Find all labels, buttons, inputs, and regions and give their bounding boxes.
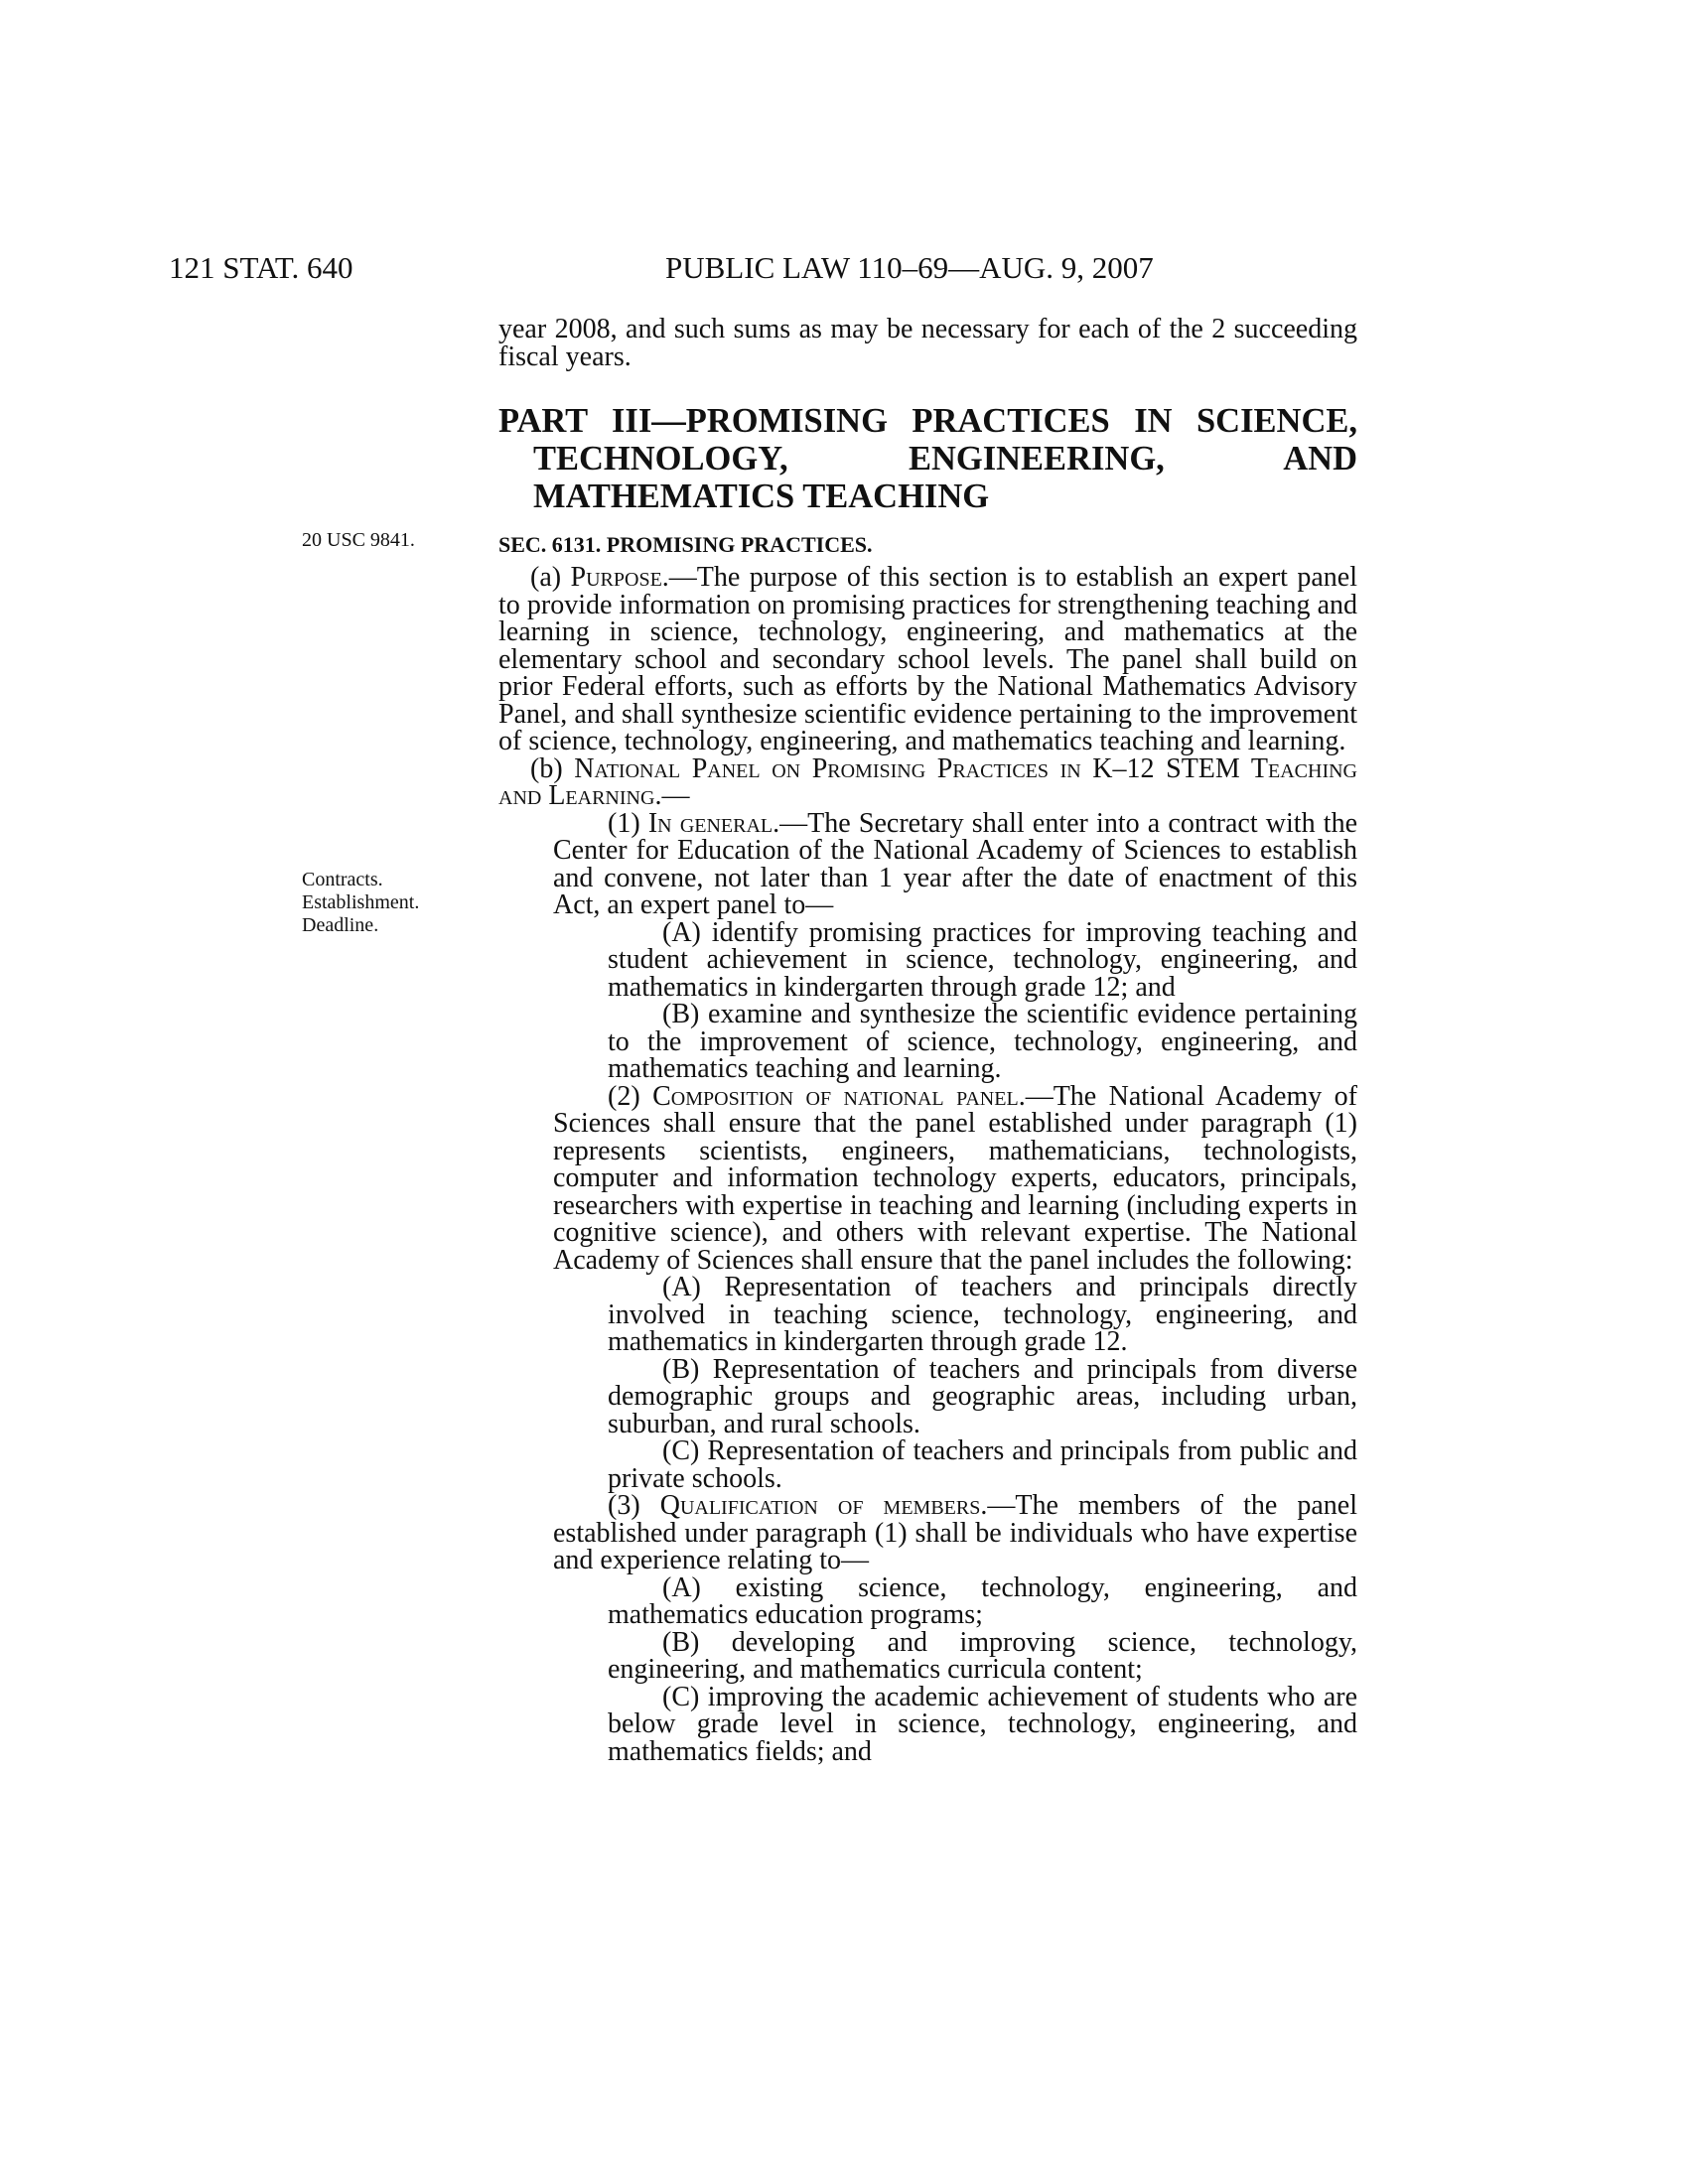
subsection-b-heading: National Panel on Promising Practices in K–12 STEM Teaching and Learning — [498, 752, 1357, 811]
paragraph-b1-label: (1) — [608, 807, 648, 839]
clause-b3-a: (A) existing science, technology, engineering, and mathematics education programs; — [608, 1571, 1357, 1630]
clause-b3-b: (B) developing and improving science, technology, engineering, and mathematics curricula content; — [608, 1626, 1357, 1685]
paragraph-b3-heading: Qualification of members — [659, 1490, 981, 1521]
subsection-a-text: .—The purpose of this section is to establish an expert panel to provide information on promising practices for strengthening teaching and learning in science, technology, engineering, and mathematics at the elementary school and secondary school levels. The panel shall build on prior Federal efforts, such as efforts by the National Mathematics Advisory Panel, and shall synthesize scientific evidence pertaining to the improvement of science, technology, engineering, and mathematics teaching and learning. — [498, 562, 1358, 756]
public-law-citation: PUBLIC LAW 110–69—AUG. 9, 2007 — [665, 250, 1154, 285]
continuation-paragraph: year 2008, and such sums as may be necessary for each of the 2 succeeding fiscal years. — [498, 314, 1357, 372]
paragraph-b3 — [498, 1492, 1357, 1574]
margin-note-usc: 20 USC 9841. — [302, 529, 415, 551]
paragraph-b2-heading: Composition of national panel — [652, 1080, 1019, 1112]
margin-note-contracts: Contracts. — [302, 869, 383, 890]
subsection-a — [498, 564, 1357, 755]
clause-b1-b: (B) examine and synthesize the scientific evidence pertaining to the improvement of science, technology, engineering, and mathematics teaching and learning. — [608, 999, 1357, 1084]
margin-note-deadline: Deadline. — [302, 914, 379, 936]
paragraph-b3-text: .—The members of the panel established under paragraph (1) shall be individuals who have expertise and experience relating to— — [553, 1490, 1357, 1575]
paragraph-b1 — [498, 807, 1357, 920]
margin-note-establishment: Establishment. — [302, 891, 420, 913]
statute-page-number: 121 STAT. 640 — [169, 250, 353, 285]
subsection-b-text: .— — [654, 780, 690, 811]
paragraph-b1-heading: In general — [647, 807, 774, 839]
subsection-b-label: (b) — [530, 752, 575, 784]
subsection-b — [498, 752, 1357, 811]
subsection-a-label: (a) — [530, 562, 571, 593]
clause-b2-c: (C) Representation of teachers and principals from public and private schools. — [608, 1435, 1357, 1494]
section-heading: SEC. 6131. PROMISING PRACTICES. — [498, 532, 873, 557]
paragraph-b2 — [498, 1080, 1357, 1276]
document-body — [498, 316, 1357, 1765]
clause-b2-b: (B) Representation of teachers and principals from diverse demographic groups and geographic areas, including urban, suburban, and rural schools. — [608, 1353, 1357, 1439]
paragraph-b3-label: (3) — [608, 1490, 660, 1521]
part-title: PART III—PROMISING PRACTICES IN SCIENCE, TECHNOLOGY, ENGINEERING, AND MATHEMATICS TEACHING — [498, 402, 1357, 515]
subsection-a-heading: Purpose — [570, 562, 662, 593]
paragraph-b1-text: .—The Secretary shall enter into a contract with the Center for Education of the National Academy of Sciences to establish and convene, not later than 1 year after the date of enactment of this Act, an expert panel to— — [553, 807, 1357, 920]
clause-b2-a: (A) Representation of teachers and principals directly involved in teaching science, technology, engineering, and mathematics in kindergarten through grade 12. — [608, 1272, 1357, 1357]
running-header — [169, 250, 1172, 290]
paragraph-b2-text: .—The National Academy of Sciences shall ensure that the panel established under paragraph (1) represents scientists, engineers, mathematicians, technologists, computer and information technology experts, educators, principals, researchers with expertise in teaching and learning (including experts in cognitive science), and others with relevant expertise. The National Academy of Sciences shall ensure that the panel includes the following: — [553, 1080, 1357, 1276]
clause-b3-c: (C) improving the academic achievement of students who are below grade level in science, technology, engineering, and mathematics fields; and — [608, 1681, 1357, 1767]
clause-b1-a: (A) identify promising practices for improving teaching and student achievement in science, technology, engineering, and mathematics in kindergarten through grade 12; and — [608, 916, 1357, 1003]
paragraph-b2-label: (2) — [608, 1080, 653, 1112]
